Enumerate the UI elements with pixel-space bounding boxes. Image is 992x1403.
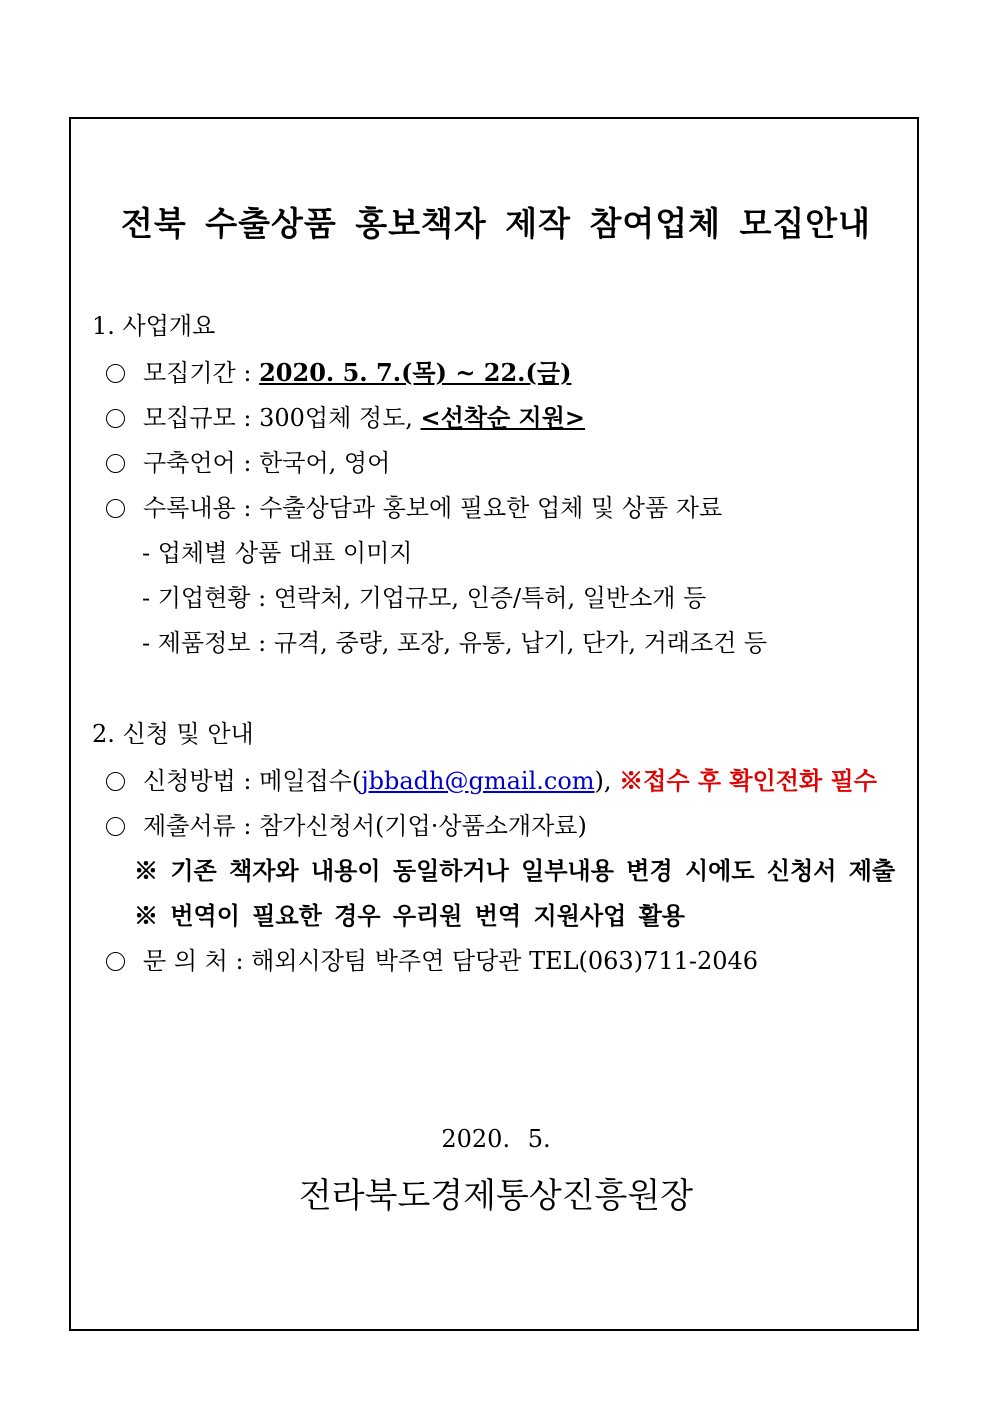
note-resubmit: ※ 기존 책자와 내용이 동일하거나 일부내용 변경 시에도 신청서 제출 bbox=[134, 856, 896, 885]
period-value: 2020. 5. 7.(목) ~ 22.(금) bbox=[259, 358, 572, 387]
subitem: - 제품정보 : 규격, 중량, 포장, 유통, 납기, 단가, 거래조건 등 bbox=[142, 629, 768, 657]
organization-name: 전라북도경제통상진흥원장 bbox=[298, 1176, 694, 1216]
first-come-value: <선착순 지원> bbox=[420, 403, 586, 432]
circle-bullet-icon bbox=[106, 952, 125, 971]
issue-date: 2020. 5. bbox=[441, 1125, 551, 1153]
note-translation: ※ 번역이 필요한 경우 우리원 번역 지원사업 활용 bbox=[134, 901, 685, 930]
document-title: 전북 수출상품 홍보책자 제작 참여업체 모집안내 bbox=[120, 204, 871, 243]
section2-heading: 2. 신청 및 안내 bbox=[92, 720, 254, 748]
item-contact: 문 의 처 : 해외시장팀 박주연 담당관 TEL(063)711-2046 bbox=[106, 946, 758, 976]
call-notice: ※접수 후 확인전화 필수 bbox=[619, 766, 877, 795]
circle-bullet-icon bbox=[106, 364, 125, 383]
item-apply: 신청방법 : 메일접수(jbbadh@gmail.com), ※접수 후 확인전화 필수 bbox=[106, 766, 877, 796]
circle-bullet-icon bbox=[106, 499, 125, 518]
email-link[interactable]: jbbadh@gmail.com bbox=[361, 767, 595, 795]
item-period: 모집기간 : 2020. 5. 7.(목) ~ 22.(금) bbox=[106, 358, 571, 388]
item-documents: 제출서류 : 참가신청서(기업·상품소개자료) bbox=[106, 811, 587, 841]
item-contents: 수록내용 : 수출상담과 홍보에 필요한 업체 및 상품 자료 bbox=[106, 493, 722, 523]
circle-bullet-icon bbox=[106, 772, 125, 791]
item-language: 구축언어 : 한국어, 영어 bbox=[106, 448, 390, 478]
subitem: - 기업현황 : 연락처, 기업규모, 인증/특허, 일반소개 등 bbox=[142, 584, 707, 612]
subitem: - 업체별 상품 대표 이미지 bbox=[142, 539, 413, 567]
circle-bullet-icon bbox=[106, 817, 125, 836]
circle-bullet-icon bbox=[106, 409, 125, 428]
section1-heading: 1. 사업개요 bbox=[92, 312, 216, 340]
circle-bullet-icon bbox=[106, 454, 125, 473]
item-scale: 모집규모 : 300업체 정도, <선착순 지원> bbox=[106, 403, 585, 433]
